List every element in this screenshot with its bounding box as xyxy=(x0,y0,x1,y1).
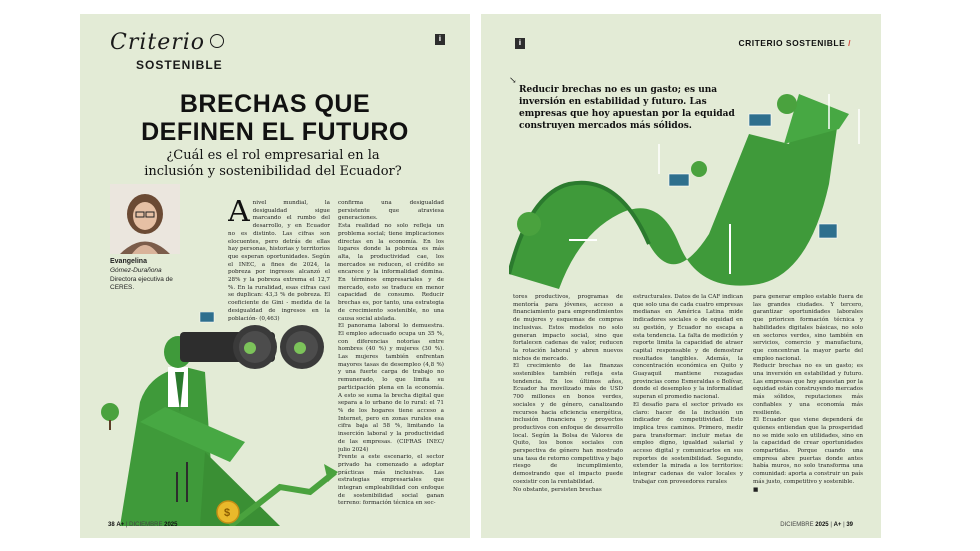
body-column-3 xyxy=(753,294,863,526)
dropcap: A xyxy=(228,200,250,229)
info-icon: i xyxy=(515,38,525,49)
paragraph: El desafío para el sector privado es claro: hacer de la inclusión un indicador de competitividad. Esto implica tres caminos. Primero, medir para transformar: incluir metas de empleo digno, igualdad salarial y acceso digital y comunicarlos en sus reportes de sostenibilidad. Segundo, extender la mirada a los territorios: integrar cadenas de valor locales y trabajar con proveedores rurales xyxy=(633,401,743,485)
paragraph: No obstante, persisten brechas xyxy=(513,486,602,493)
info-icon: i xyxy=(435,34,445,45)
headline-line-1: BRECHAS QUE xyxy=(179,90,371,118)
paragraph: para generar empleo estable fuera de las grandes ciudades. Y tercero, garantizar oportunidades laborales que prioricen formación técnica y habilidades digitales básicas, no solo en sectores verdes, sino también en servicios, comercio y manufactura, que concentran la mayor parte del empleo nacional. xyxy=(753,294,863,362)
section-logo-script: Criterio xyxy=(110,30,206,55)
body-column-2 xyxy=(633,294,743,526)
paragraph: Frente a este escenario, el sector privado ha comenzado a adoptar prácticas más inclusivas. Las estrategias empresariales que integran empleabilidad con enfoque de sostenibilidad social ganan terreno: formación técnica en sec- xyxy=(338,454,444,507)
paragraph: El panorama laboral lo demuestra. El empleo adecuado ocupa un 35 %, con diferencias notorias entre hombres (40 %) y mujeres (30 %). Las mujeres también enfrentan mayores tasas de desempleo (4,8 %) y una fuerte carga de trabajo no remunerado, lo que limita su participación plena en la economía. A esto se suma la brecha digital que separa a lo urbano de lo rural: el 71 % de los hogares tiene acceso a Internet, pero en zonas rurales esa cifra baja al 58 %, limitando la inserción laboral y la productividad de las empresas. (CIFRAS INEC/ julio 2024) xyxy=(338,323,444,453)
page-footer-left: 38 A+ | DICIEMBRE 2025 xyxy=(108,522,178,528)
section-tag-slash: / xyxy=(848,38,851,48)
end-mark: ■ xyxy=(753,486,759,493)
page-number: 38 xyxy=(108,522,115,528)
subheadline: ¿Cuál es el rol empresarial en la inclusión y sostenibilidad del Ecuador? xyxy=(144,148,402,179)
paragraph: El crecimiento de las finanzas sostenibles también refleja esta tendencia. En los últimos años, Ecuador ha movilizado más de USD 700 millones en bonos verdes, sociales y de género, canalizando recursos hacia eficiencia energética, inclusión financiera y proyectos productivos con enfoque de desarrollo local. Según la Bolsa de Valores de Quito, los bonos sociales con perspectiva de género han mostrado una tasa de retorno competitiva y bajo riesgo de incumplimiento, demostrando que el impacto puede coexistir con la rentabilidad. xyxy=(513,363,623,485)
footer-month: DICIEMBRE xyxy=(129,522,163,528)
arrow-icon: ↘ xyxy=(509,76,517,86)
svg-text:$: $ xyxy=(224,507,231,519)
footer-year: 2025 xyxy=(815,522,829,528)
author-photo xyxy=(110,184,180,254)
page-number: 39 xyxy=(846,522,853,528)
author-surname: Gómez-Durañona xyxy=(110,267,162,274)
section-logo-sub: SOSTENIBLE xyxy=(136,58,223,72)
paragraph: tores productivos, programas de mentoría para jóvenes, acceso a financiamiento para emprendimientos de mujeres y esquemas de compras inclusivas. Estos modelos no solo generan impacto social, sino que fortalecen cadenas de valor, reducen la rotación laboral y abren nuevos nichos de mercado. xyxy=(513,294,623,362)
footer-month: DICIEMBRE xyxy=(780,522,814,528)
binoculars-illustration xyxy=(80,312,338,526)
paragraph: nivel mundial, la desigualdad sigue marcando el rumbo del desarrollo, y en Ecuador no es distinto. Las cifras son elocuentes, pero detrás de ellas hay personas, historias y territorios que esperan oportunidades. Según el INEC, a fines de 2024, la pobreza por ingresos alcanzó el 28% y la pobreza extrema el 12,7 %. En la ruralidad, esas cifras casi se duplican: 43,3 % de pobreza. El coeficiente de Gini - medida de la desigualdad de ingresos en la población- (0,463) xyxy=(228,200,330,322)
paragraph: confirma una desigualdad persistente que atraviesa generaciones. xyxy=(338,200,444,222)
brand-mark: A+ xyxy=(116,522,125,528)
body-column-1 xyxy=(228,200,330,322)
footer-year: 2025 xyxy=(164,522,178,528)
author-name: Evangelina xyxy=(110,258,147,265)
author-title: Directora ejecutiva de CERES. xyxy=(110,276,173,291)
right-page xyxy=(481,14,881,538)
page-footer-right: DICIEMBRE 2025 | A+ | 39 xyxy=(780,522,853,528)
paragraph: El Ecuador que viene dependerá de quienes entiendan que la prosperidad no se mide solo en utilidades, sino en la capacidad de crear oportunidades compartidas. Porque cuando una empresa abre puertas donde antes había muros, no solo transforma una comunidad: aporta a construir un país más justo, competitivo y sostenible. xyxy=(753,417,863,485)
section-tag xyxy=(738,38,851,48)
body-column-1 xyxy=(513,294,623,526)
body-column-2 xyxy=(338,200,444,526)
leaf-icon xyxy=(210,34,224,48)
left-page xyxy=(80,14,470,538)
growth-arrow-illustration xyxy=(509,74,881,294)
brand-mark: A+ xyxy=(833,522,842,528)
headline-line-2: DEFINEN EL FUTURO xyxy=(141,118,409,146)
paragraph: estructurales. Datos de la CAF indican que solo una de cada cuatro empresas medianas en América Latina mide indicadores sociales o de equidad en su gestión, y Ecuador no escapa a esta tendencia. La falta de medición y reporte limita la capacidad de atraer capital responsable y de demostrar resultados tangibles. Además, la concentración económica en Quito y Guayaquil mantiene rezagadas provincias como Esmeraldas o Bolívar, donde el desempleo y la informalidad superan el promedio nacional. xyxy=(633,294,743,401)
paragraph: Reducir brechas no es un gasto; es una inversión en estabilidad y futuro. Las empresas que hoy apuestan por la equidad están construyendo mercados más sólidos, reputaciones más confiables y una economía más resiliente. xyxy=(753,363,863,416)
section-tag-text: CRITERIO SOSTENIBLE xyxy=(738,38,846,48)
paragraph: Esta realidad no solo refleja un problema social; tiene implicaciones directas en la economía. En los lugares donde la pobreza es más alta, la productividad cae, los mercados se reducen, el crédito se encarece y la informalidad domina. En términos empresariales y de mercado, esto se traduce en menor capacidad de consumo. Reducir brechas es, por tanto, una estrategia de crecimiento sostenible, no una causa social aislada. xyxy=(338,223,444,322)
pull-quote: Reducir brechas no es un gasto; es una inversión en estabilidad y futuro. Las empresas que hoy apuestan por la equidad construyen mercados más sólidos. xyxy=(519,85,735,131)
